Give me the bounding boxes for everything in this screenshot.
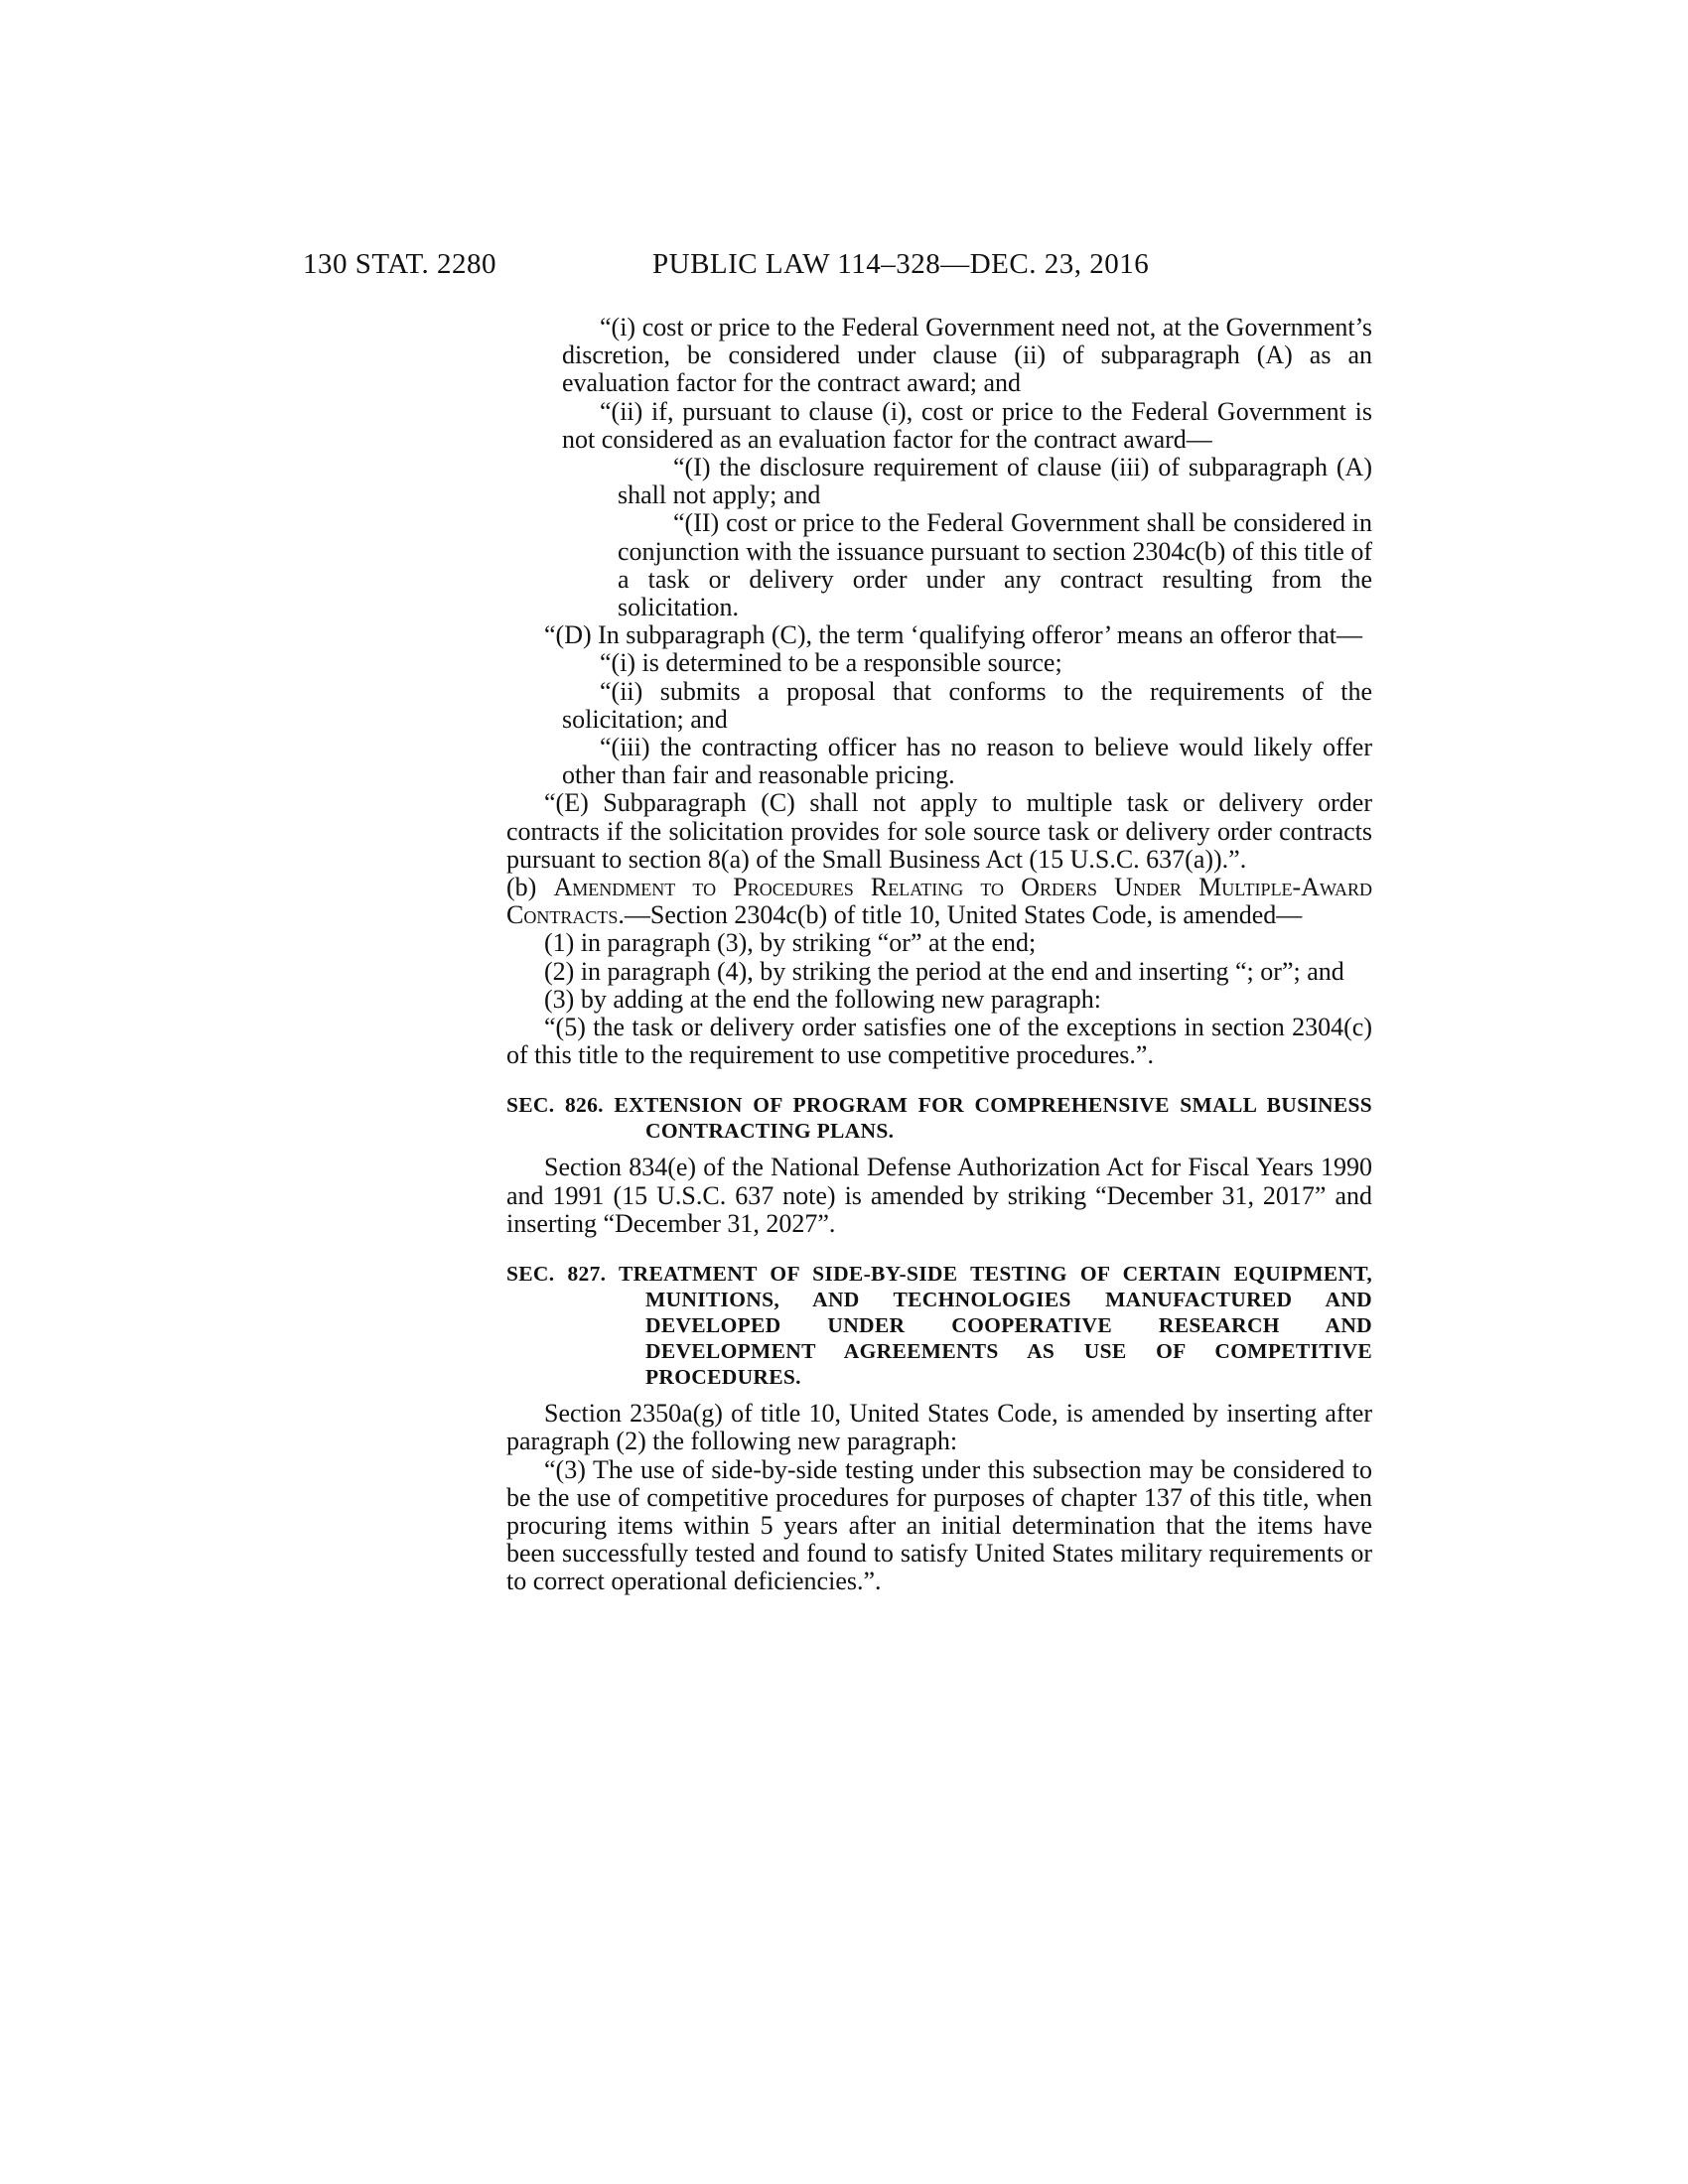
- amendment-b-heading: Amendment to Procedures Relating to Orders Under Multiple-Award Contracts.: [506, 873, 1372, 930]
- amendment-item-5: “(5) the task or delivery order satisfies one of the exceptions in section 2304(c) of this title to the requirement to use competitive procedures.”.: [506, 1013, 1372, 1070]
- subparagraph-D: “(D) In subparagraph (C), the term ‘qualifying offeror’ means an offeror that—: [544, 620, 1362, 650]
- clause-ii: “(ii) if, pursuant to clause (i), cost or price to the Federal Government is not considered as an evaluation factor for the contract award—: [562, 396, 1372, 454]
- clause-i: “(i) cost or price to the Federal Government need not, at the Government’s discretion, be considered under clause (ii) of subparagraph (A) as an evaluation factor for the contract award; and: [562, 313, 1372, 398]
- section-827-paragraph-3: “(3) The use of side-by-side testing under this subsection may be considered to be the use of competitive procedures for purposes of chapter 137 of this title, when procuring items within 5 years after an initial determination that the items have been successfully tested and found to satisfy United States military requirements or to correct operational deficiencies.”.: [506, 1454, 1372, 1596]
- clause-d-iii: “(iii) the contracting officer has no reason to believe would likely offer other than fair and reasonable pricing.: [562, 733, 1372, 790]
- amendment-item-2: (2) in paragraph (4), by striking the period at the end and inserting “; or”; and: [544, 956, 1344, 986]
- clause-d-ii: “(ii) submits a proposal that conforms to the requirements of the solicitation; and: [562, 676, 1372, 734]
- section-827-text: Section 2350a(g) of title 10, United States Code, is amended by inserting after paragraph (2) the following new paragraph:: [506, 1399, 1372, 1456]
- amendment-b: [506, 874, 1372, 929]
- section-826-heading: SEC. 826. EXTENSION OF PROGRAM FOR COMPREHENSIVE SMALL BUSINESS CONTRACTING PLANS.: [506, 1093, 1372, 1144]
- document-body: [506, 314, 1372, 1596]
- subclause-II: “(II) cost or price to the Federal Government shall be considered in conjunction with the issuance pursuant to section 2304c(b) of this title of a task or delivery order under any contract resulting from the solicitation.: [618, 508, 1372, 622]
- amendment-item-3: (3) by adding at the end the following new paragraph:: [544, 984, 1101, 1014]
- amendment-b-label: (b): [506, 873, 554, 902]
- section-827-heading: SEC. 827. TREATMENT OF SIDE-BY-SIDE TESTING OF CERTAIN EQUIPMENT, MUNITIONS, AND TECHNOLOGIES MANUFACTURED AND DEVELOPED UNDER COOPERATIVE RESEARCH AND DEVELOPMENT AGREEMENTS AS USE OF COMPETITIVE PROCEDURES.: [506, 1262, 1372, 1390]
- page-stat-number: 130 STAT. 2280: [303, 248, 497, 280]
- clause-d-i: “(i) is determined to be a responsible source;: [600, 648, 1062, 678]
- subclause-I: “(I) the disclosure requirement of clause (iii) of subparagraph (A) shall not apply; and: [618, 453, 1372, 510]
- subparagraph-E: “(E) Subparagraph (C) shall not apply to multiple task or delivery order contracts if the solicitation provides for sole source task or delivery order contracts pursuant to section 8(a) of the Small Business Act (15 U.S.C. 637(a)).”.: [506, 788, 1372, 874]
- page-header-title: PUBLIC LAW 114–328—DEC. 23, 2016: [652, 248, 1150, 280]
- section-826-text: Section 834(e) of the National Defense Authorization Act for Fiscal Years 1990 and 1991 (15 U.S.C. 637 note) is amended by striking “December 31, 2017” and inserting “December 31, 2027”.: [506, 1153, 1372, 1238]
- amendment-b-text: —Section 2304c(b) of title 10, United States Code, is amended—: [624, 900, 1303, 930]
- amendment-item-1: (1) in paragraph (3), by striking “or” at the end;: [544, 928, 1037, 958]
